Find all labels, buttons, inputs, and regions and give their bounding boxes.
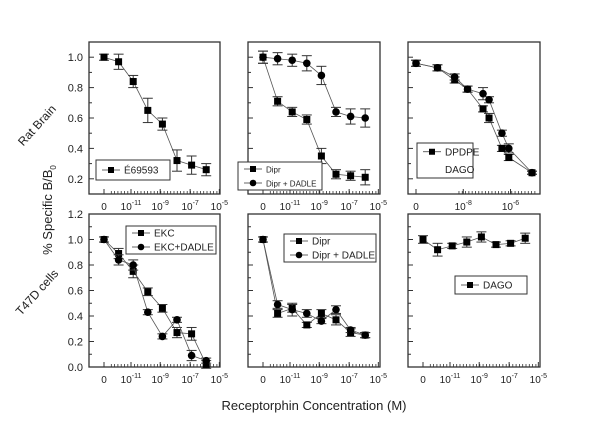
square-marker: [188, 162, 195, 169]
x-tick-label: $10^{-8}$: [454, 200, 472, 213]
x-tick-label: $10^{-5}$: [529, 373, 548, 386]
circle-marker: [129, 261, 137, 269]
legend-circle-icon: [296, 252, 303, 259]
circle-marker: [303, 310, 311, 318]
legend-label: Dipr + DADLE: [266, 179, 317, 189]
circle-marker: [361, 331, 369, 339]
x-tick-label: 0: [413, 202, 419, 213]
square-marker: [203, 166, 210, 173]
square-marker: [507, 240, 514, 247]
square-marker: [159, 305, 166, 312]
x-tick-label: $10^{-5}$: [369, 200, 388, 213]
panel-top-middle: [238, 42, 387, 213]
circle-marker: [347, 113, 355, 121]
row-label-t47d: T47D cells: [12, 266, 62, 319]
x-tick-label: 0: [101, 375, 107, 386]
square-marker: [362, 174, 369, 181]
circle-marker: [464, 85, 472, 93]
panel-top-left: [68, 42, 228, 213]
legend-square-icon: [108, 167, 114, 173]
y-tick-label: 1.0: [67, 52, 83, 65]
square-marker: [505, 154, 512, 161]
series-dago: [418, 232, 530, 256]
circle-marker: [332, 306, 340, 314]
circle-marker: [498, 129, 506, 137]
square-marker: [420, 236, 427, 243]
square-marker: [159, 121, 166, 128]
y-axis-label-subscript: 0: [49, 165, 58, 170]
circle-marker: [361, 114, 369, 122]
square-marker: [115, 58, 122, 65]
x-tick-label: 0: [260, 202, 266, 213]
square-marker: [188, 330, 195, 337]
y-tick-label: 0.6: [67, 113, 83, 125]
square-marker: [478, 233, 485, 240]
square-marker: [144, 107, 151, 114]
legend-square-icon: [296, 238, 302, 244]
x-tick-label: 0: [420, 375, 426, 386]
x-tick-label: $10^{-7}$: [181, 200, 199, 213]
circle-marker: [528, 169, 536, 177]
row-label-rat-brain: Rat Brain: [15, 102, 59, 149]
square-marker: [289, 108, 296, 115]
legend-square-icon: [138, 230, 144, 236]
square-marker: [303, 321, 310, 328]
legend-label: Dipr: [266, 165, 281, 175]
circle-marker: [412, 59, 420, 67]
square-marker: [333, 316, 340, 323]
x-tick-label: $10^{-7}$: [500, 373, 518, 386]
square-marker: [480, 105, 487, 112]
x-tick-label: $10^{-5}$: [369, 373, 388, 386]
circle-marker: [274, 301, 282, 309]
square-marker: [347, 172, 354, 179]
x-tick-label: $10^{-9}$: [310, 373, 328, 386]
legend-label: EKC: [154, 228, 175, 240]
legend-square-icon: [429, 149, 435, 155]
legend: [238, 162, 322, 190]
y-tick-label: 0.4: [67, 311, 83, 323]
circle-marker: [100, 236, 108, 244]
square-marker: [303, 116, 310, 123]
square-marker: [130, 78, 137, 85]
circle-marker: [347, 326, 355, 334]
legend-label: Dipr + DADLE: [312, 250, 376, 262]
x-axis-label: Receptorphin Concentration (M): [221, 398, 407, 413]
circle-marker: [159, 333, 167, 341]
legend: [126, 226, 216, 254]
square-marker: [144, 288, 151, 295]
panel-bottom-middle: [248, 214, 387, 386]
circle-marker: [332, 108, 340, 116]
legend-square-icon: [467, 282, 473, 288]
square-marker: [101, 54, 108, 61]
x-tick-label: $10^{-9}$: [151, 373, 169, 386]
svg-text:% Specific B/B0: [40, 165, 58, 255]
x-tick-label: $10^{-7}$: [181, 373, 199, 386]
x-tick-label: $10^{-9}$: [470, 373, 488, 386]
circle-marker: [485, 96, 493, 104]
panel-bottom-right: [408, 214, 547, 386]
y-tick-label: 0.0: [67, 362, 83, 374]
legend-square-icon: [250, 166, 256, 172]
square-marker: [333, 171, 340, 178]
x-tick-label: 0: [101, 202, 107, 213]
y-tick-label: 0.4: [67, 143, 83, 156]
x-tick-label: $10^{-11}$: [120, 373, 142, 386]
legend: [96, 160, 170, 180]
y-tick-label: 0.6: [67, 285, 83, 298]
square-marker: [434, 246, 441, 253]
square-marker: [174, 157, 181, 164]
circle-marker: [434, 64, 442, 72]
x-tick-label: $10^{-11}$: [439, 373, 461, 386]
legend: [455, 276, 527, 294]
square-marker: [174, 329, 181, 336]
y-tick-label: 0.8: [67, 82, 83, 95]
square-marker: [318, 310, 325, 317]
x-tick-label: $10^{-7}$: [340, 200, 358, 213]
y-axis-label-text: % Specific B/B: [40, 169, 55, 255]
series--69593: [99, 54, 211, 176]
y-axis-label: [40, 165, 58, 255]
square-marker: [498, 145, 505, 152]
circle-marker: [318, 72, 326, 80]
y-tick-label: 0.2: [67, 336, 83, 349]
x-tick-label: $10^{-9}$: [310, 200, 328, 213]
legend-circle-icon: [250, 180, 257, 187]
legend-label: DAGO: [483, 280, 513, 292]
panel-bottom-left: [68, 209, 228, 386]
x-tick-label: $10^{-6}$: [501, 200, 520, 213]
circle-marker: [188, 352, 196, 360]
square-marker: [493, 241, 500, 248]
y-tick-label: 1.2: [67, 209, 83, 221]
circle-marker: [115, 256, 123, 264]
x-tick-label: $10^{-11}$: [279, 373, 301, 386]
square-marker: [274, 310, 281, 317]
square-marker: [318, 153, 325, 160]
circle-marker: [303, 59, 311, 67]
y-tick-label: 0.8: [67, 260, 83, 272]
square-marker: [463, 239, 470, 246]
circle-marker: [259, 236, 267, 244]
circle-marker: [318, 317, 326, 325]
square-marker: [449, 242, 456, 249]
circle-marker: [173, 316, 181, 324]
legend-label: DPDPE: [445, 147, 480, 159]
x-tick-label: 0: [260, 375, 266, 386]
panel-top-right: [408, 42, 540, 213]
x-tick-label: $10^{-5}$: [210, 200, 229, 213]
x-tick-label: $10^{-9}$: [151, 200, 169, 213]
x-tick-label: $10^{-11}$: [279, 200, 301, 213]
y-tick-label: 1.0: [67, 234, 83, 247]
x-tick-label: $10^{-11}$: [120, 200, 142, 213]
circle-marker: [202, 357, 210, 365]
legend-label: EKC+DADLE: [154, 242, 214, 254]
y-tick-label: 0.2: [67, 173, 83, 186]
legend-label: Dipr: [312, 236, 331, 248]
legend-label: DAGO: [445, 164, 475, 176]
legend-circle-icon: [138, 244, 145, 251]
circle-marker: [144, 308, 152, 316]
x-tick-label: $10^{-5}$: [210, 373, 229, 386]
series-dipr-dadle: [258, 51, 370, 127]
square-marker: [486, 115, 493, 122]
legend: [417, 143, 480, 178]
circle-marker: [288, 56, 296, 64]
legend: [284, 234, 376, 262]
x-tick-label: $10^{-7}$: [340, 373, 358, 386]
circle-marker: [259, 53, 267, 61]
circle-marker: [288, 306, 296, 314]
square-marker: [274, 98, 281, 105]
circle-marker: [274, 55, 282, 63]
circle-marker: [505, 145, 513, 153]
legend-label: É69593: [124, 165, 159, 177]
square-marker: [522, 235, 529, 242]
circle-marker: [451, 73, 459, 81]
